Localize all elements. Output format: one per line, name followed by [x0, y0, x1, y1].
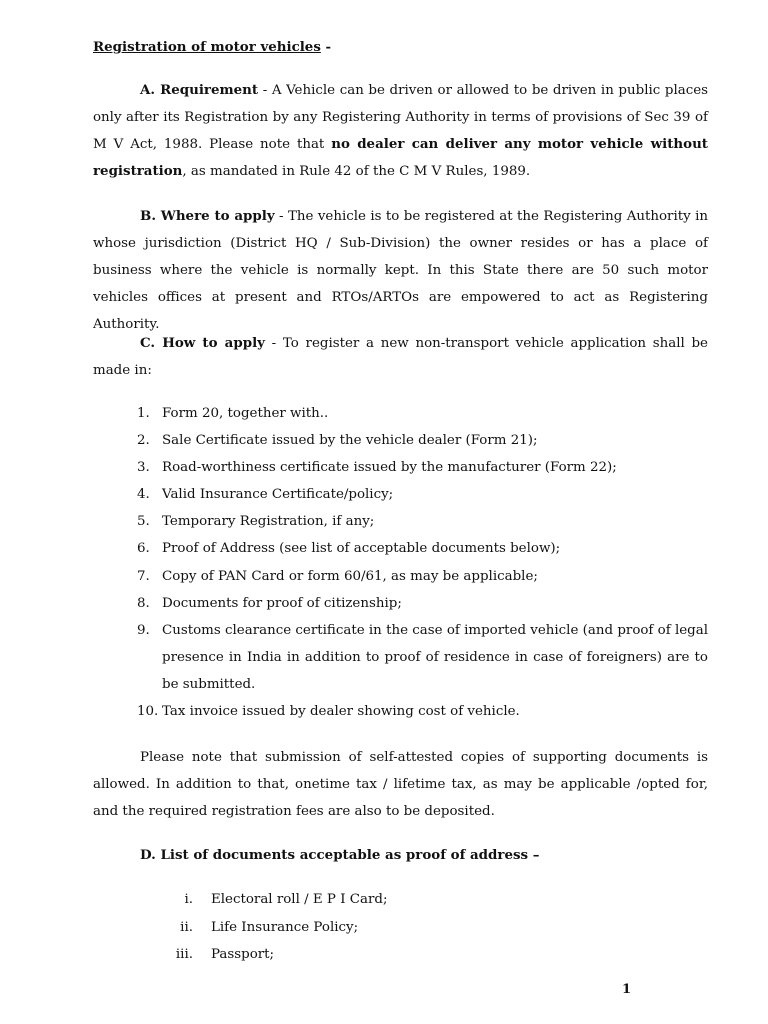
address-proof-list: [93, 886, 708, 969]
list-item-text: Copy of PAN Card or form 60/61, as may be applicable;: [162, 568, 538, 584]
list-item-number: 10.: [137, 704, 159, 720]
list-item-number: 6.: [137, 541, 150, 557]
list-item: [93, 886, 708, 914]
list-item: [93, 535, 708, 562]
section-b-label: B. Where to apply: [140, 208, 275, 224]
list-item-number: 5.: [137, 514, 150, 530]
list-item: [93, 914, 708, 942]
list-item-number: 2.: [137, 433, 150, 449]
section-a-bold-text: no dealer can deliver any motor vehicle without registration: [93, 136, 708, 179]
list-item-number: i.: [184, 892, 193, 907]
list-item-text: Form 20, together with..: [162, 406, 329, 421]
section-c-label: C. How to apply: [140, 335, 265, 351]
list-item: [93, 400, 708, 427]
list-item-text: Documents for proof of citizenship;: [162, 595, 402, 611]
section-c-text: - To register a new non-transport vehicle application shall be made in:: [93, 336, 708, 378]
list-item-text: Proof of Address (see list of acceptable documents below);: [162, 541, 561, 557]
list-item-text: Road-worthiness certificate issued by the manufacturer (Form 22);: [162, 460, 617, 476]
list-item: [93, 508, 708, 535]
list-item-number: 1.: [137, 406, 150, 421]
list-item-text: Sale Certificate issued by the vehicle dealer (Form 21);: [162, 433, 538, 449]
list-item-text: Electoral roll / E P I Card;: [211, 892, 388, 907]
list-item: [93, 590, 708, 617]
document-title: [93, 34, 331, 61]
list-item-text: Passport;: [211, 947, 275, 962]
list-item-number: 3.: [137, 460, 150, 476]
list-item-text: Customs clearance certificate in the case of imported vehicle (and proof of legal presence in India in addition to proof of residence in case of foreigners) are to be submitted.: [162, 622, 708, 692]
list-item-number: iii.: [175, 947, 193, 962]
list-item-text: Life Insurance Policy;: [211, 919, 359, 935]
section-b-text: - The vehicle is to be registered at the Registering Authority in whose jurisdiction (District HQ / Sub-Division) the owner resides or has a place of business where the vehicle is normally kept. In this State there are 50 such motor vehicles offices at present and RTOs/ARTOs are empowered to act as Registering Authority.: [93, 209, 708, 332]
list-item: [93, 698, 708, 725]
section-a-label: A. Requirement: [140, 82, 259, 98]
list-item-number: 9.: [137, 622, 150, 638]
list-item: [93, 427, 708, 454]
list-item: [93, 941, 708, 969]
list-item: [93, 563, 708, 590]
section-a-text-1: - A Vehicle can be driven or allowed to be driven in public places only after its Registration by any Registering Authority in terms of provisions of Sec 39 of M V Act, 1988. Please note that: [93, 83, 709, 152]
list-item-number: 8.: [137, 595, 150, 611]
note-paragraph: Please note that submission of self-attested copies of supporting documents is allowed. In addition to that, onetime tax / lifetime tax, as may be applicable /opted for, and the required registration fees are also to be deposited.: [93, 750, 708, 819]
list-item-text: Valid Insurance Certificate/policy;: [162, 487, 394, 503]
list-item: [93, 454, 708, 481]
list-item-text: Temporary Registration, if any;: [162, 514, 375, 530]
list-item-number: 7.: [137, 568, 150, 584]
title-suffix: -: [320, 39, 332, 55]
list-item: [93, 617, 708, 698]
list-item-number: ii.: [180, 919, 193, 935]
list-item: [93, 481, 708, 508]
section-requirement: [93, 77, 708, 185]
section-d-heading: D. List of documents acceptable as proof of address –: [140, 847, 540, 863]
list-item-number: 4.: [137, 487, 150, 503]
list-item-text: Tax invoice issued by dealer showing cost of vehicle.: [162, 704, 520, 720]
title-text: Registration of motor vehicles: [93, 39, 321, 55]
required-documents-list: [93, 400, 708, 725]
section-a-text-2: , as mandated in Rule 42 of the C M V Rules, 1989.: [182, 164, 531, 179]
page-number: 1: [622, 982, 632, 997]
section-how-to-apply: [93, 330, 708, 384]
section-where-to-apply: [93, 203, 708, 338]
